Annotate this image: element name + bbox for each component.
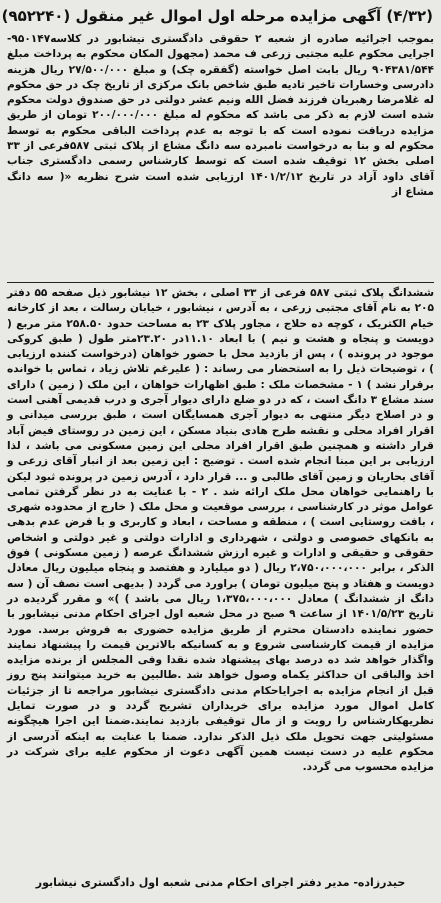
- notice-paragraph-1: بموجب اجرائیه صادره از شعبه ۲ حقوقی دادگستری نیشابور در کلاسه۹۵۰۱۴۷- اجرایی محکوم علیه مجتبی زرعی ف محمد (مجهول المکان محکوم به پرداخت مبلغ ۹۰۴۳۸۱/۵۴۴ ریال بابت اصل خواسته (گفقره چک) و مبلغ ۲۷/۵۰۰/۰۰۰ ریال هزینه دادرسی وخسارات تاخیر تادیه طبق شاخص بانک مرکزی از تاریخ چک در حق محکوم له غلامرضا رهبریان فرزند فضل الله ونیم عشر دولتی در حق صندوق دولت محکوم شده است لازم به ذکر می باشد که محکوم له مبلغ ۲۰۰/۰۰۰/۰۰۰ تومان از طریق مزایده دریافت نموده است که با توجه به عدم پرداخت الباقی محکوم به توسط محکوم له و بنا به درخواست نامبرده سه دانگ مشاع از پلاک ثبتی ۵۸۷فرعی از ۳۳ اصلی بخش ۱۲ توقیف شده است که توسط کارشناس رسمی دادگستری جناب آقای داود آزاد در تاریخ ۱۴۰۱/۲/۱۲ ارزیابی شده است شرح نظریه «( سه دانگ مشاع از: [7, 33, 434, 198]
- notice-intro-block: [7, 32, 434, 283]
- notice-body-block: [7, 286, 434, 871]
- notice-paragraph-2: ششدانگ پلاک ثبتی ۵۸۷ فرعی از ۳۳ اصلی ، بخش ۱۲ نیشابور ذیل صفحه ۵۵ دفتر ۲۰۵ به نام آقای مجتبی زرعی ، به آدرس ، نیشابور ، خیابان رسالت ، بعد از کارخانه خیام الکتریک ، کوچه ده حلاج ، مجاور پلاک ۲۳ به مساحت حدود ۲۵۸.۵۰ متر مربع ( دویست و پنجاه و هشت و نیم ) با ابعاد ۱۱.۱۰در ۲۳.۲۰متر طول ( طبق کروکی موجود در پرونده ) ، پس از بازدید محل با حضور خواهان (درخواست کننده ارزیابی ) ، توضیحات ذیل را به استحضار می رساند : ( علیرغم تلاش زیاد ، تماس با خوانده برقرار نشد ) ۱ - مشخصات ملک : طبق اظهارات خواهان ، این ملک ( زمین ) دارای سند مشاع ۳ دانگ است ، که در دو ضلع دارای دیوار آجری و درب قدیمی آهنی است و در اصلاح دیگر منتهی به دیوار آجری همسایگان است ، طبق بررسی میدانی و اقرار افراد محلی و نقشه طرح هادی بنیاد مسکن ، این زمین در روستای فیض آباد قرار داشته و همچنین طبق اقرار افراد محلی این زمین مسکونی می باشد ، لذا ارزیابی بر این مبنا انجام شده است . توضیح : این زمین بعد از انبار آقای زرعی و آقای بحاریان و زمین آقای طالبی و ... قرار دارد ، آدرس زمین در پرونده ثبود لیکن با راهنمایی خواهان محل ملک ارائه شد . ۲ - با عنایت به در نظر گرفتن تمامی عوامل موثر در کارشناسی ، بررسی موقعیت و محل ملک ( خارج از محدوده شهری ، بافت روستایی است ) ، منطقه و مساحت ، ابعاد و کاربری و با فرض عدم بدهی به بانکهای خصوصی و دولتی ، شهرداری و ادارات دولتی و غیر دولتی و اشخاص حقوقی و حقیقی و ادارات و غیره ارزش ششدانگ عرصه ( زمین مسکونی ) فوق الذکر ، برابر ۲،۷۵۰،۰۰۰،۰۰۰ ریال ( دو میلیارد و هفتصد و پنجاه میلیون ریال معادل دویست و هفتاد و پنج میلیون تومان ) براورد می گردد ( بدیهی است نصف آن ( سه دانگ از ششدانگ ) معادل ۱،۳۷۵،۰۰۰،۰۰۰ ریال می باشد ) )» و مقرر گردیده در تاریخ ۱۴۰۱/۵/۲۳ از ساعت ۹ صبح در محل شعبه اول اجرای احکام مدنی نیشابور با حضور نماینده دادستان محترم از طریق مزایده حضوری به فروش برسد. مورد مزایده از قیمت کارشناسی شروع و به کسانیکه بالاترین قیمت را پیشنهاد نمایند واگذار خواهد شد ده درصد بهای پیشنهاد شده نقدا وفی المجلس از برنده مزایده اخذ والباقی ان حداکثر یکماه وصول خواهد شد .طالبین به خرید میتوانند پنج روز قبل از انجام مزایده به اجرایاحکام مدنی دادگستری نیشابور مراجعه تا از جزئیات کامل اموال مورد مزایده برای خریداران تشریح گردد و در صورت تمایل نظریهکارشناس را رویت و از مال توقیفی بازدید نمایند.ضمنا این اجرا هیچگونه مسئولیتی جهت تحویل ملک ذیل الذکر ندارد. ضمنا با عنایت به اینکه آدرسی از محکوم علیه در دست نیست همین آگهی دعوت از محکوم علیه برای شرکت در مزایده محسوب می گردد.: [7, 287, 435, 774]
- notice-title: (۴/۳۲) آگهی مزایده مرحله اول اموال غیر منقول (۹۵۲۲۴۰): [1, 7, 433, 25]
- notice-signature: حیدرزاده- مدیر دفتر اجرای احکام مدنی شعبه اول دادگستری نیشابور: [35, 876, 406, 889]
